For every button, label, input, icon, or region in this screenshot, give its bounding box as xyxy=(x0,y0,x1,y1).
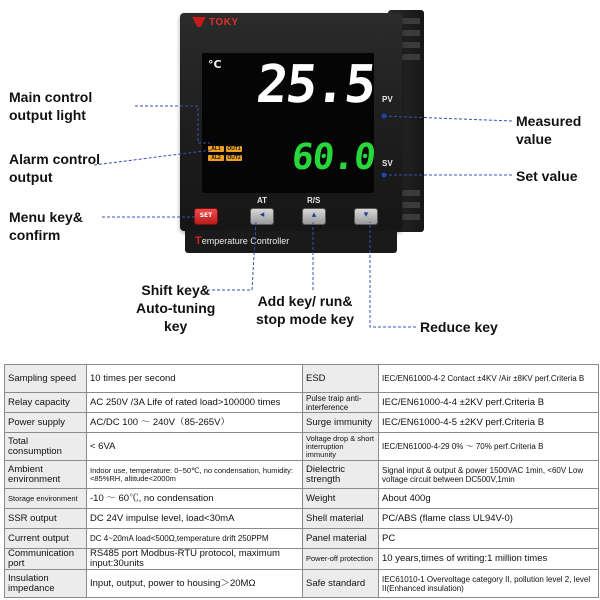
callout-main-control-output-light xyxy=(9,88,92,124)
spec-label: Storage environment xyxy=(5,489,87,509)
callout-reduce-key xyxy=(420,318,498,336)
leader-main-output xyxy=(135,106,210,143)
out1-indicator: OUT1 xyxy=(227,146,241,152)
spec-value: IEC/EN61000-4-2 Contact ±4KV /Air ±8KV perf.Criteria B xyxy=(379,365,599,393)
spec-value: IEC/EN61000-4-5 ±2KV perf.Criteria B xyxy=(379,413,599,433)
spec-label: ESD xyxy=(303,365,379,393)
spec-label: Current output xyxy=(5,529,87,549)
callout-line: Add key/ run& xyxy=(257,293,353,309)
spec-label: Panel material xyxy=(303,529,379,549)
callout-add-key xyxy=(256,292,354,328)
spec-value: IEC/EN61000-4-4 ±2KV perf.Criteria B xyxy=(379,393,599,413)
table-row xyxy=(5,413,599,433)
sv-tag: SV xyxy=(382,159,393,168)
callout-line: key xyxy=(163,318,188,334)
spec-value: PC/ABS (flame class UL94V-0) xyxy=(379,509,599,529)
table-row xyxy=(5,393,599,413)
table-row xyxy=(5,509,599,529)
spec-label: Insulation impedance xyxy=(5,570,87,598)
spec-value: AC/DC 100 ～ 240V（85-265V） xyxy=(87,413,303,433)
at-label: AT xyxy=(257,196,268,205)
callout-line: Menu key& xyxy=(9,209,83,225)
leader-measured-value xyxy=(384,116,512,121)
leader-reduce-key xyxy=(370,222,416,327)
spec-label: SSR output xyxy=(5,509,87,529)
spec-value: AC 250V /3A Life of rated load>100000 times xyxy=(87,393,303,413)
spec-value: DC 24V impulse level, load<30mA xyxy=(87,509,303,529)
spec-label: Power supply xyxy=(5,413,87,433)
spec-value: RS485 port Modbus-RTU protocol, maximum input:30units xyxy=(87,549,303,570)
spec-value: 10 years,times of writing:1 million times xyxy=(379,549,599,570)
callout-line: Alarm control xyxy=(9,151,101,167)
model-caption-rest: emperature Controller xyxy=(201,236,290,246)
spec-label: Dielectric strength xyxy=(303,461,379,489)
spec-value: Indoor use, temperature: 0~50℃, no condensation, humidity: <85%RH, altitude<2000m xyxy=(87,461,303,489)
measured-value-dot xyxy=(382,114,387,119)
callout-line: Reduce key xyxy=(420,319,498,335)
up-arrow-icon: ▴ xyxy=(311,210,317,220)
spec-value: IEC/EN61000-4-29 0% ～ 70% perf.Criteria B xyxy=(379,433,599,461)
spec-value: < 6VA xyxy=(87,433,303,461)
spec-label: Ambient environment xyxy=(5,461,87,489)
spec-label: Voltage drop & short interruption immunity xyxy=(303,433,379,461)
table-row xyxy=(5,570,599,598)
spec-label: Shell material xyxy=(303,509,379,529)
set-value-dot xyxy=(382,173,387,178)
table-row xyxy=(5,529,599,549)
callout-line: Measured xyxy=(516,113,582,129)
spec-value: PC xyxy=(379,529,599,549)
leader-alarm-output xyxy=(94,150,212,165)
spec-value: -10 ～ 60℃, no condensation xyxy=(87,489,303,509)
brand-name: TOKY xyxy=(209,16,239,28)
spec-label: Surge immunity xyxy=(303,413,379,433)
spec-value: 10 times per second xyxy=(87,365,303,393)
spec-label: Relay capacity xyxy=(5,393,87,413)
callout-line: value xyxy=(516,131,552,147)
table-row xyxy=(5,489,599,509)
callout-alarm-control-output xyxy=(9,150,100,186)
spec-value: About 400g xyxy=(379,489,599,509)
model-caption-initial: T xyxy=(195,235,202,247)
set-key-label: SET xyxy=(199,212,213,219)
spec-label: Total consumption xyxy=(5,433,87,461)
process-value-readout: 25.5 xyxy=(253,55,378,115)
spec-label: Pulse traip anti-interference xyxy=(303,393,379,413)
spec-label: Safe standard xyxy=(303,570,379,598)
spec-label: Weight xyxy=(303,489,379,509)
al1-indicator: AL1 xyxy=(208,146,224,152)
al2-indicator: AL2 xyxy=(208,155,224,161)
spec-value: Input, output, power to housing＞20MΩ xyxy=(87,570,303,598)
callout-line: output light xyxy=(9,107,86,123)
spec-label: Communication port xyxy=(5,549,87,570)
pv-tag: PV xyxy=(382,95,393,104)
left-arrow-icon: ◂ xyxy=(259,210,265,220)
spec-label: Sampling speed xyxy=(5,365,87,393)
callout-line: Shift key& xyxy=(141,282,210,298)
table-row xyxy=(5,549,599,570)
spec-value: DC 4~20mA load<500Ω,temperature drift 250PPM xyxy=(87,529,303,549)
rs-label: R/S xyxy=(307,196,321,205)
spec-value: IEC61010-1 Overvoltage category II, pollution level 2, level II(Enhanced insulation) xyxy=(379,570,599,598)
spec-value: Signal input & output & power 1500VAC 1min, <60V Low voltage circuit between DC500V,1min xyxy=(379,461,599,489)
callout-set-value xyxy=(516,167,577,185)
unit-indicator: °C xyxy=(208,58,222,71)
table-row xyxy=(5,365,599,393)
callout-line: Main control xyxy=(9,89,93,105)
spec-label: Power-off protection xyxy=(303,549,379,570)
callout-line: Auto-tuning xyxy=(136,300,216,316)
callout-line: output xyxy=(9,169,53,185)
table-row xyxy=(5,433,599,461)
callout-line: confirm xyxy=(9,227,61,243)
callout-line: Set value xyxy=(516,168,578,184)
callout-measured-value xyxy=(516,112,581,148)
set-value-readout: 60.0 xyxy=(289,137,377,178)
table-row xyxy=(5,461,599,489)
callout-shift-key xyxy=(136,281,215,335)
callout-line: stop mode key xyxy=(256,311,355,327)
out2-indicator: OUT2 xyxy=(227,155,241,161)
specification-table xyxy=(4,364,599,598)
leader-shift-key xyxy=(202,222,256,290)
down-arrow-icon: ▾ xyxy=(363,210,369,220)
callout-menu-key xyxy=(9,208,83,244)
